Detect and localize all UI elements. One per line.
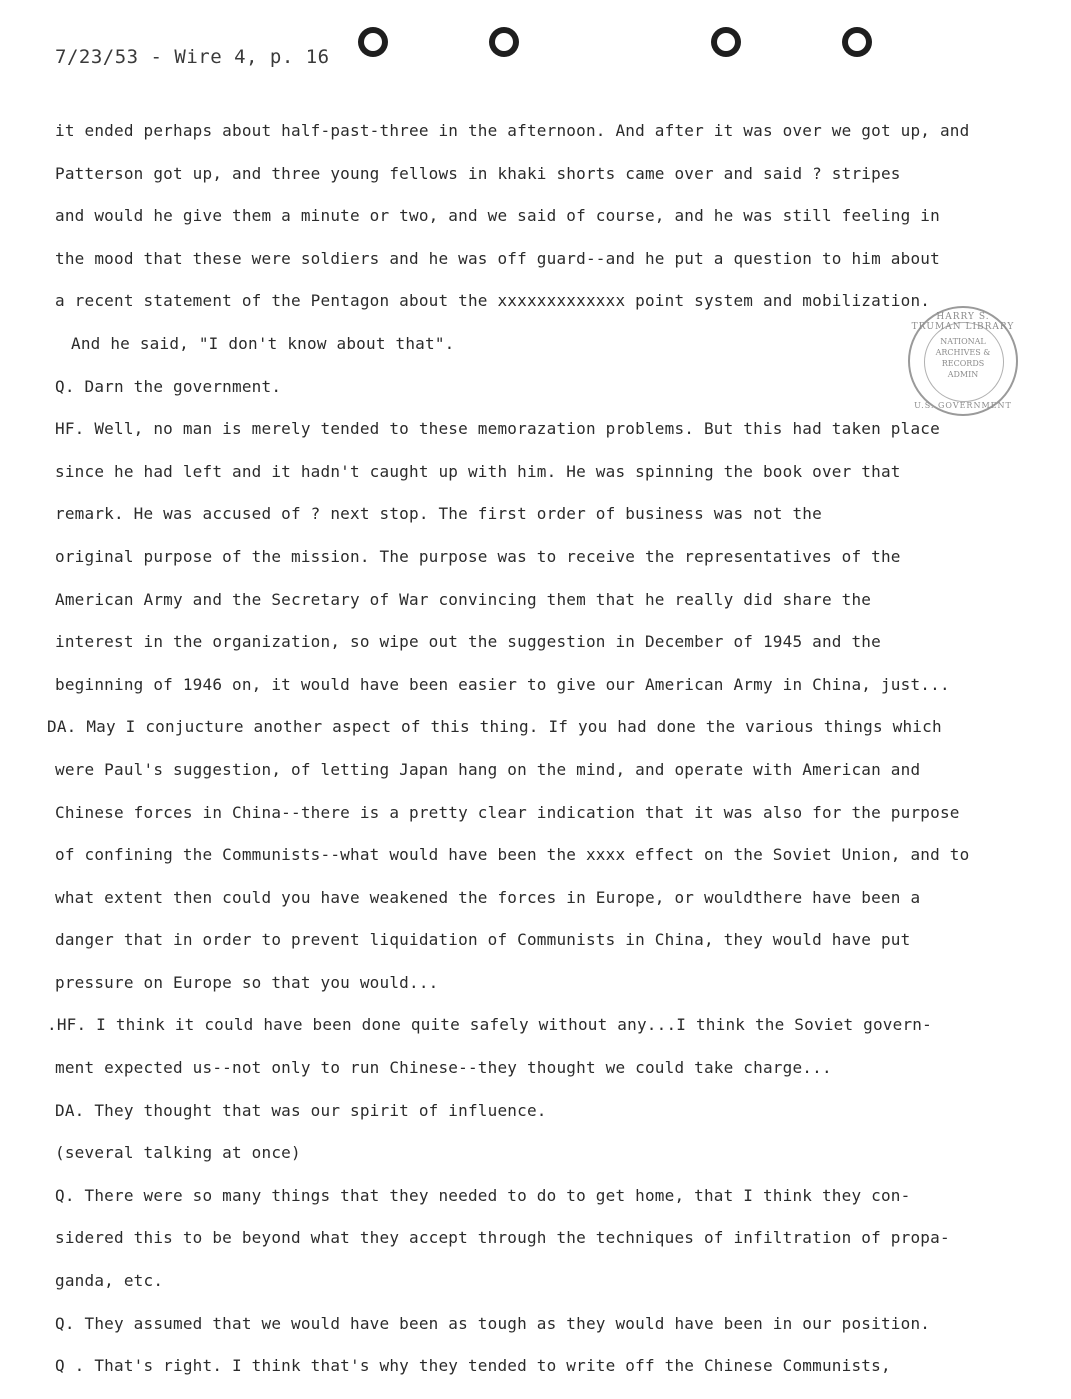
punch-hole (358, 27, 388, 57)
punch-hole (489, 27, 519, 57)
page-header: 7/23/53 - Wire 4, p. 16 (55, 46, 330, 68)
transcript-line: and would he give them a minute or two, and we said of course, and he was still feeling in (55, 206, 940, 226)
punch-hole (711, 27, 741, 57)
transcript-line: ganda, etc. (55, 1271, 164, 1291)
transcript-line: were Paul's suggestion, of letting Japan hang on the mind, and operate with American and (55, 759, 921, 779)
transcript-line: (several talking at once) (55, 1143, 301, 1163)
transcript-line: the mood that these were soldiers and he was off guard--and he put a question to him about (55, 248, 940, 268)
transcript-line: And he said, "I don't know about that". (71, 333, 455, 353)
transcript-line: pressure on Europe so that you would... (55, 972, 439, 992)
transcript-line: sidered this to be beyond what they accept through the techniques of infiltration of propa- (55, 1228, 950, 1248)
transcript-line: Q. They assumed that we would have been as tough as they would have been in our position. (55, 1313, 931, 1333)
stamp-center-line: ARCHIVES & (935, 348, 991, 357)
transcript-line: beginning of 1946 on, it would have been easier to give our American Army in China, just... (55, 674, 950, 694)
transcript-line: remark. He was accused of ? next stop. The first order of business was not the (55, 504, 822, 524)
transcript-line: DA. They thought that was our spirit of influence. (55, 1100, 547, 1120)
stamp-rim-bottom: U.S. GOVERNMENT (914, 401, 1012, 410)
transcript-line: interest in the organization, so wipe out the suggestion in December of 1945 and the (55, 632, 881, 652)
punch-hole (842, 27, 872, 57)
transcript-line: Chinese forces in China--there is a pretty clear indication that it was also for the purpose (55, 802, 960, 822)
transcript-line: .HF. I think it could have been done quite safely without any...I think the Soviet govern- (47, 1015, 932, 1035)
transcript-line: DA. May I conjucture another aspect of this thing. If you had done the various things which (47, 717, 942, 737)
transcript-line: of confining the Communists--what would have been the xxxx effect on the Soviet Union, and to (55, 845, 970, 865)
transcript-line: what extent then could you have weakened the forces in Europe, or wouldthere have been a (55, 887, 921, 907)
transcript-line: Q. Darn the government. (55, 376, 282, 396)
transcript-line: danger that in order to prevent liquidation of Communists in China, they would have put (55, 930, 911, 950)
transcript-line: a recent statement of the Pentagon about the xxxxxxxxxxxxx point system and mobilization. (55, 291, 931, 311)
transcript-line: original purpose of the mission. The purpose was to receive the representatives of the (55, 546, 901, 566)
transcript-line: Q. There were so many things that they needed to do to get home, that I think they con- (55, 1185, 911, 1205)
stamp-rim-top: HARRY S. TRUMAN LIBRARY (911, 312, 1015, 332)
transcript-line: Q . That's right. I think that's why they tended to write off the Chinese Communists, (55, 1356, 891, 1376)
transcript-line: Patterson got up, and three young fellows in khaki shorts came over and said ? stripes (55, 163, 901, 183)
transcript-line: HF. Well, no man is merely tended to these memorazation problems. But this had taken place (55, 419, 940, 439)
transcript-line: American Army and the Secretary of War convincing them that he really did share the (55, 589, 872, 609)
transcript-line: it ended perhaps about half-past-three in the afternoon. And after it was over we got up, and (55, 121, 970, 140)
stamp-center-line: ADMIN (947, 370, 979, 379)
transcript-body (47, 110, 1030, 1388)
stamp-center-line: NATIONAL (940, 337, 986, 346)
transcript-line: ment expected us--not only to run Chinese--they thought we could take charge... (55, 1058, 832, 1078)
transcript-line: since he had left and it hadn't caught up with him. He was spinning the book over that (55, 461, 901, 481)
stamp-center-line: RECORDS (941, 359, 985, 368)
